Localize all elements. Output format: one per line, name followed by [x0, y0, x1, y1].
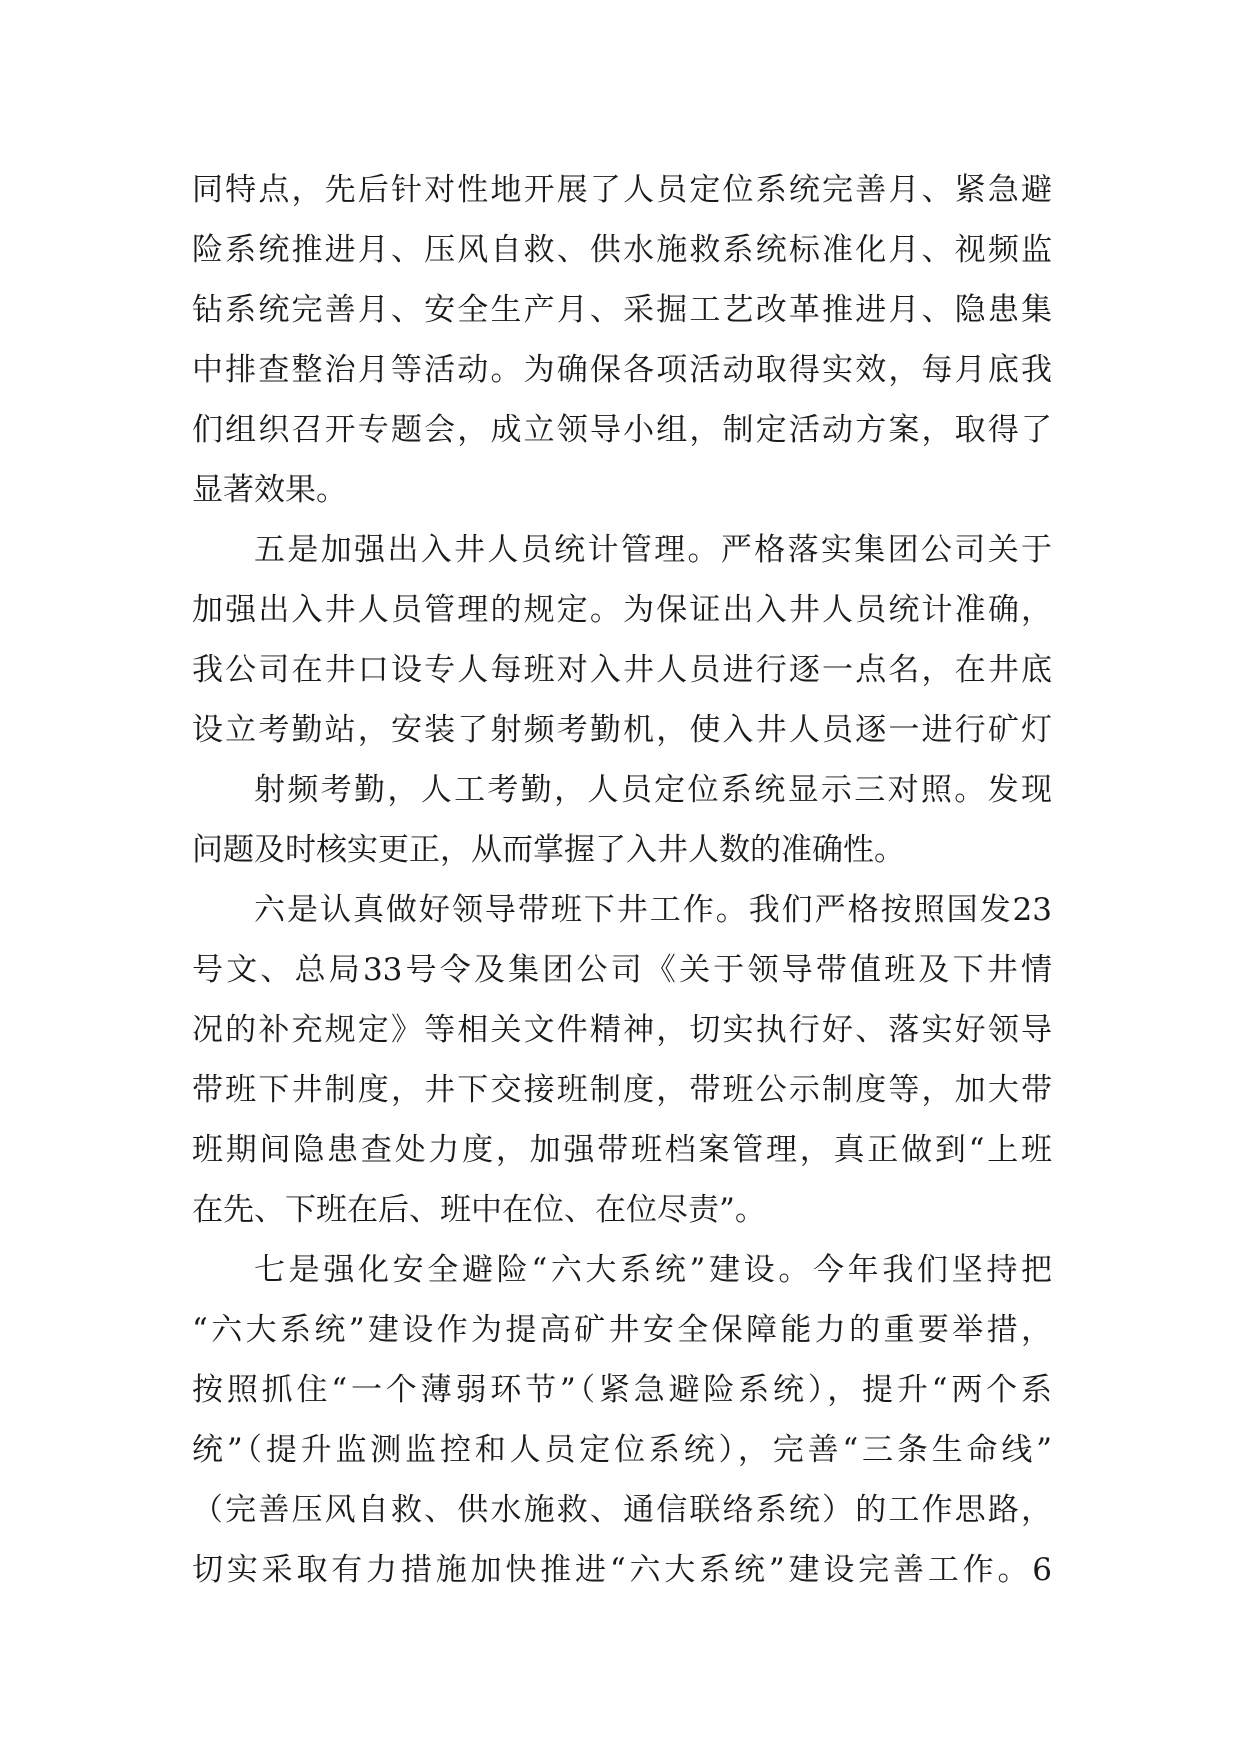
text-line: 显著效果。 [192, 472, 347, 508]
text-line: 按照抓住“一个薄弱环节”（紧急避险系统），提升“两个系 [192, 1372, 1052, 1408]
text-line: 们组织召开专题会，成立领导小组，制定活动方案，取得了 [192, 412, 1052, 448]
paragraph-start-line: 五是加强出入井人员统计管理。严格落实集团公司关于 [254, 532, 1052, 568]
text-line: 在先、下班在后、班中在位、在位尽责”。 [192, 1192, 766, 1228]
text-line: 钻系统完善月、安全生产月、采掘工艺改革推进月、隐患集 [192, 292, 1052, 328]
text-line: “六大系统”建设作为提高矿井安全保障能力的重要举措， [192, 1312, 1052, 1348]
document-body [192, 160, 1052, 1600]
text-line: 班期间隐患查处力度，加强带班档案管理，真正做到“上班 [192, 1132, 1052, 1168]
text-line: 切实采取有力措施加快推进“六大系统”建设完善工作。6 [192, 1552, 1052, 1588]
text-line: 号文、总局33号令及集团公司《关于领导带值班及下井情 [192, 952, 1052, 988]
text-line: 带班下井制度，井下交接班制度，带班公示制度等，加大带 [192, 1072, 1052, 1108]
text-line: 问题及时核实更正，从而掌握了入井人数的准确性。 [192, 832, 905, 868]
text-line: 统”（提升监测监控和人员定位系统），完善“三条生命线” [192, 1432, 1052, 1468]
text-line: 同特点，先后针对性地开展了人员定位系统完善月、紧急避 [192, 172, 1052, 208]
text-line: 况的补充规定》等相关文件精神，切实执行好、落实好领导 [192, 1012, 1052, 1048]
text-line: 设立考勤站，安装了射频考勤机，使入井人员逐一进行矿灯 [192, 712, 1052, 748]
text-line: （完善压风自救、供水施救、通信联络系统）的工作思路， [192, 1492, 1052, 1528]
paragraph-start-line: 七是强化安全避险“六大系统”建设。今年我们坚持把 [254, 1252, 1052, 1288]
text-line: 加强出入井人员管理的规定。为保证出入井人员统计准确， [192, 592, 1052, 628]
text-line: 险系统推进月、压风自救、供水施救系统标准化月、视频监 [192, 232, 1052, 268]
paragraph-start-line: 六是认真做好领导带班下井工作。我们严格按照国发23 [254, 892, 1052, 928]
text-line: 中排查整治月等活动。为确保各项活动取得实效，每月底我 [192, 352, 1052, 388]
text-line: 射频考勤，人工考勤，人员定位系统显示三对照。发现 [254, 772, 1052, 808]
text-line: 我公司在井口设专人每班对入井人员进行逐一点名，在井底 [192, 652, 1052, 688]
